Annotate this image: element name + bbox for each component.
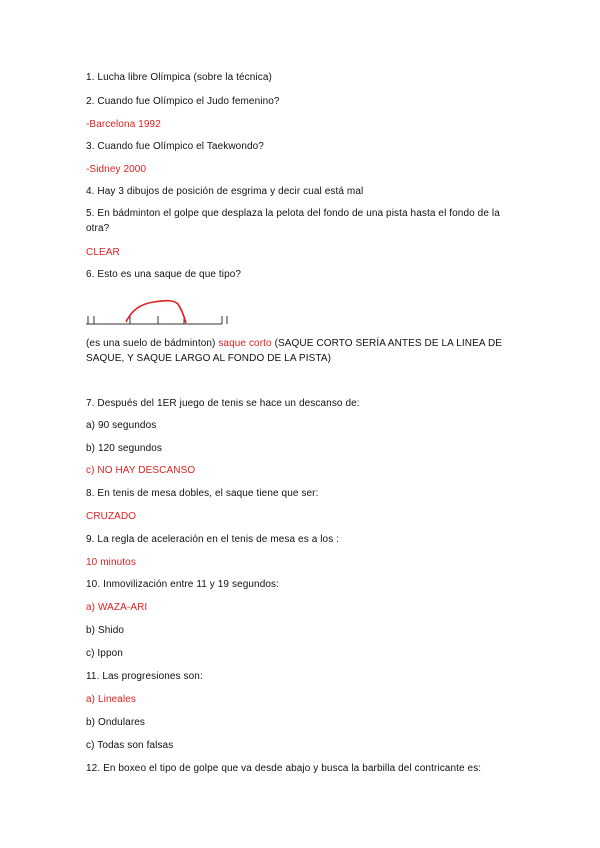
- option-7c: c) NO HAY DESCANSO: [86, 465, 196, 476]
- option-10b: b) Shido: [86, 625, 125, 636]
- question-8: 8. En tenis de mesa dobles, el saque tiene que ser:: [86, 488, 319, 499]
- question-3: 3. Cuando fue Olímpico el Taekwondo?: [86, 141, 264, 152]
- badminton-serve-diagram: [82, 296, 242, 332]
- question-1: 1. Lucha libre Olímpica (sobre la técnica): [86, 72, 272, 83]
- question-6: 6. Esto es una saque de que tipo?: [86, 269, 242, 280]
- answer-8: CRUZADO: [86, 511, 137, 522]
- question-12: 12. En boxeo el tipo de golpe que va desde abajo y busca la barbilla del contricante es:: [86, 763, 482, 774]
- option-7b: b) 120 segundos: [86, 443, 163, 454]
- question-6-note: [86, 336, 526, 366]
- answer-5: CLEAR: [86, 247, 120, 258]
- option-10a: a) WAZA-ARI: [86, 602, 148, 613]
- question-10: 10. Inmovilización entre 11 y 19 segundos:: [86, 579, 280, 590]
- serve-trajectory: [126, 301, 186, 323]
- option-7a: a) 90 segundos: [86, 420, 157, 431]
- note-prefix: (es una suelo de bádminton): [86, 338, 219, 349]
- answer-2: -Barcelona 1992: [86, 119, 161, 130]
- note-suffix: (SAQUE CORTO SERÍA ANTES DE LA LINEA DE SAQUE, Y SAQUE LARGO AL FONDO DE LA PISTA): [86, 338, 503, 364]
- option-11a: a) Lineales: [86, 694, 137, 705]
- question-4: 4. Hay 3 dibujos de posición de esgrima y decir cual está mal: [86, 186, 364, 197]
- question-11: 11. Las progresiones son:: [86, 671, 203, 682]
- question-2: 2. Cuando fue Olímpico el Judo femenino?: [86, 96, 280, 107]
- question-5: 5. En bádminton el golpe que desplaza la pelota del fondo de una pista hasta el fondo de la otra?: [86, 208, 500, 234]
- option-10c: c) Ippon: [86, 648, 123, 659]
- question-7: 7. Después del 1ER juego de tenis se hace un descanso de:: [86, 398, 360, 409]
- answer-6: saque corto: [218, 338, 272, 349]
- answer-9: 10 minutos: [86, 557, 136, 568]
- option-11b: b) Ondulares: [86, 717, 146, 728]
- option-11c: c) Todas son falsas: [86, 740, 174, 751]
- answer-3: -Sidney 2000: [86, 164, 147, 175]
- question-9: 9. La regla de aceleración en el tenis de mesa es a los :: [86, 534, 340, 545]
- court-line-drawing: [86, 316, 227, 324]
